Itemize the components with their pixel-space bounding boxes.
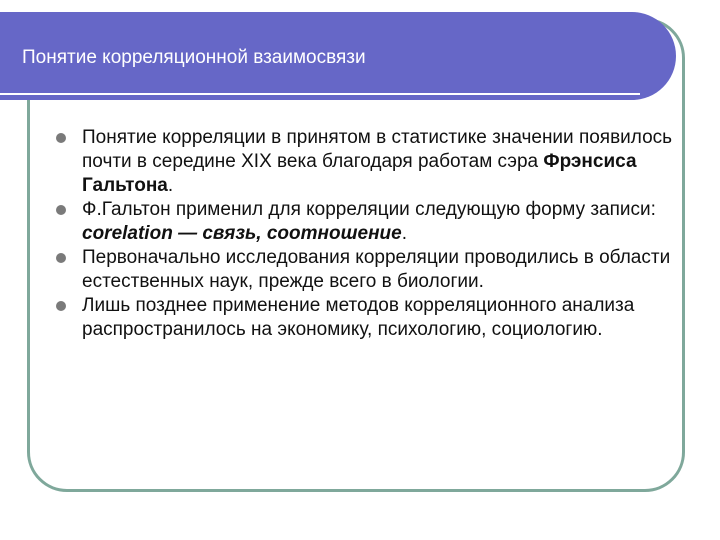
bullet-item-2: [55, 198, 673, 246]
bullet-2-bold-italic: corelation — связь, соотношение: [82, 223, 402, 244]
bullet-item-1: [55, 126, 673, 198]
bullet-1-end: .: [167, 175, 174, 196]
bullet-dot-icon: [56, 205, 66, 215]
bullet-2-text: Ф.Гальтон применил для корреляции следующую форму записи:: [82, 199, 656, 220]
bullet-2-end: .: [401, 223, 408, 244]
bullet-1-bold: Фрэнсиса Гальтона: [82, 151, 637, 196]
bullet-4-text: Лишь позднее применение методов корреляционного анализа распространилось на экономику, психологию, социологию.: [82, 295, 635, 340]
bullet-item-3: [55, 246, 673, 294]
bullet-dot-icon: [56, 253, 66, 263]
bullet-3-text: Первоначально исследования корреляции проводились в области естественных наук, прежде всего в биологии.: [82, 247, 671, 292]
bullet-1-text: Понятие корреляции в принятом в статистике значении появилось почти в середине XIX века благодаря работам сэра: [82, 127, 673, 172]
bullet-item-4: [55, 294, 673, 342]
bullet-dot-icon: [56, 133, 66, 143]
title-underline: [0, 93, 640, 95]
bullet-list: [55, 126, 673, 342]
bullet-dot-icon: [56, 301, 66, 311]
slide-title: Понятие корреляционной взаимосвязи: [22, 47, 366, 68]
